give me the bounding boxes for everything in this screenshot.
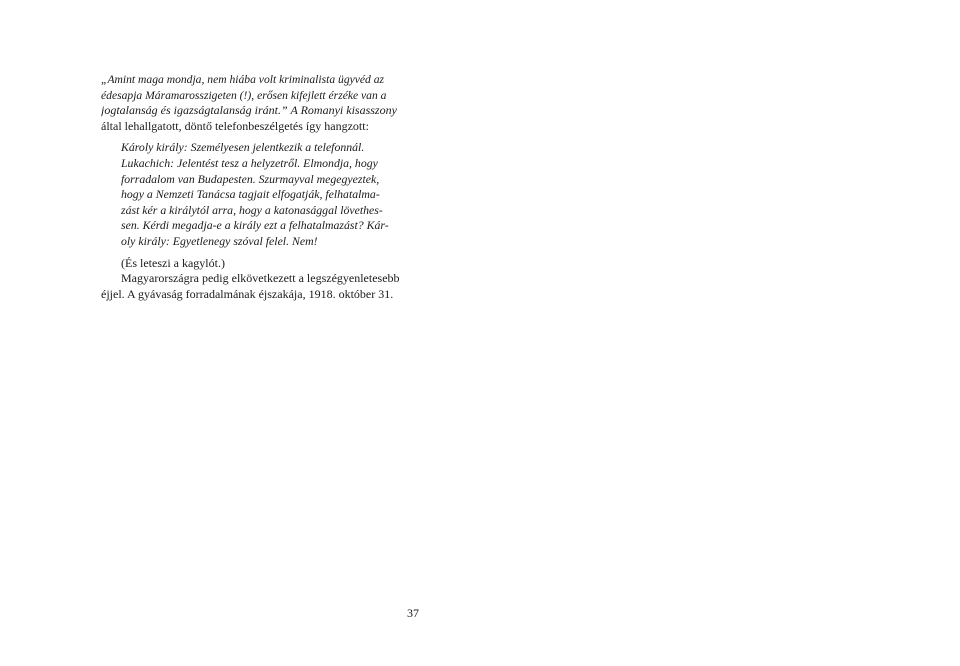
- dialogue-line: Károly király: Személyesen jelentkezik a telefonnál.: [121, 140, 365, 155]
- dialogue-line: sen. Kérdi megadja-e a király ezt a felhatalmazást? Kár-: [121, 218, 389, 233]
- dialogue-line: zást kér a királytól arra, hogy a katonasággal lövethes-: [121, 202, 383, 217]
- dialogue-line: Lukachich: Jelentést tesz a helyzetről. Elmondja, hogy: [121, 155, 378, 170]
- text-line: édesapja Máramarosszigeten (!), erősen kifejlett érzéke van a: [101, 88, 387, 102]
- left-text-column: [101, 72, 419, 302]
- text-line: éjjel. A gyávaság forradalmának éjszakája, 1918. október 31.: [101, 286, 394, 301]
- page-number: 37: [407, 606, 419, 620]
- dialogue-line: oly király: Egyetlenegy szóval felel. Nem!: [121, 233, 318, 248]
- text-line: (És leteszi a kagylót.): [121, 255, 225, 270]
- dialogue-line: forradalom van Budapesten. Szurmayval megegyeztek,: [121, 171, 380, 186]
- quote-paragraph: [101, 72, 419, 134]
- dialogue-line: hogy a Nemzeti Tanácsa tagjait elfogatják, felhatalma-: [121, 187, 380, 202]
- text-line: által lehallgatott, döntő telefonbeszélgetés így hangzott:: [101, 118, 369, 133]
- closing-paragraph: [101, 256, 419, 303]
- text-line: Magyarországra pedig elkövetkezett a legszégyenletesebb: [121, 271, 400, 286]
- text-line: jogtalanság és igazságtalanság iránt.” A Romanyi kisasszony: [101, 103, 397, 118]
- right-page: [480, 0, 960, 666]
- telephone-dialogue: [101, 140, 419, 249]
- text-line: „Amint maga mondja, nem hiába volt kriminalista ügyvéd az: [101, 73, 385, 86]
